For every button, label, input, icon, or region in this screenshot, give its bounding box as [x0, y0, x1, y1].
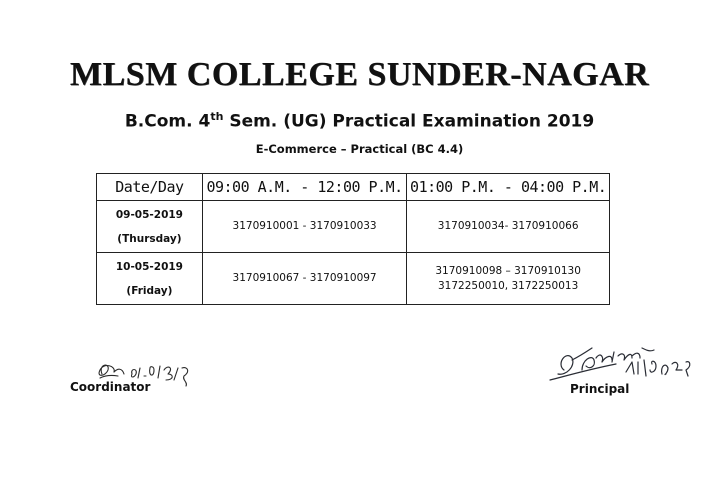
- roll-range: 3170910067 - 3170910097: [232, 272, 377, 284]
- column-header-morning: 09:00 A.M. - 12:00 P.M.: [202, 174, 406, 201]
- exam-title-prefix: B.Com. 4: [124, 111, 211, 132]
- exam-title: [0, 110, 719, 132]
- exam-day: (Friday): [126, 284, 173, 297]
- table-row: [97, 253, 610, 305]
- exam-title-superscript: th: [210, 110, 224, 123]
- column-header-date-day: Date/Day: [97, 174, 203, 201]
- table-row: [97, 201, 610, 253]
- schedule-table: [96, 173, 610, 305]
- morning-rolls-cell: [202, 201, 406, 253]
- principal-signature: [546, 330, 696, 390]
- principal-label: Principal: [570, 382, 630, 396]
- afternoon-rolls-cell: [407, 253, 610, 305]
- roll-range: 3172250010, 3172250013: [438, 279, 579, 292]
- exam-day: (Thursday): [117, 232, 182, 245]
- date-day-cell: [97, 201, 203, 253]
- exam-date: 09-05-2019: [115, 208, 183, 221]
- roll-range: 3170910034- 3170910066: [437, 220, 579, 232]
- table-header-row: [97, 174, 610, 201]
- roll-range: 3170910001 - 3170910033: [232, 220, 377, 232]
- subject-line: E-Commerce – Practical (BC 4.4): [255, 142, 464, 156]
- college-name: MLSM COLLEGE SUNDER-NAGAR: [69, 56, 650, 93]
- column-header-afternoon: 01:00 P.M. - 04:00 P.M.: [407, 174, 610, 201]
- exam-title-suffix: Sem. (UG) Practical Examination 2019: [223, 111, 595, 132]
- coordinator-label: Coordinator: [70, 380, 151, 394]
- date-day-cell: [97, 253, 203, 305]
- afternoon-rolls-cell: [407, 201, 610, 253]
- exam-date: 10-05-2019: [115, 260, 183, 273]
- roll-range: 3170910098 – 3170910130: [435, 264, 581, 277]
- morning-rolls-cell: [202, 253, 406, 305]
